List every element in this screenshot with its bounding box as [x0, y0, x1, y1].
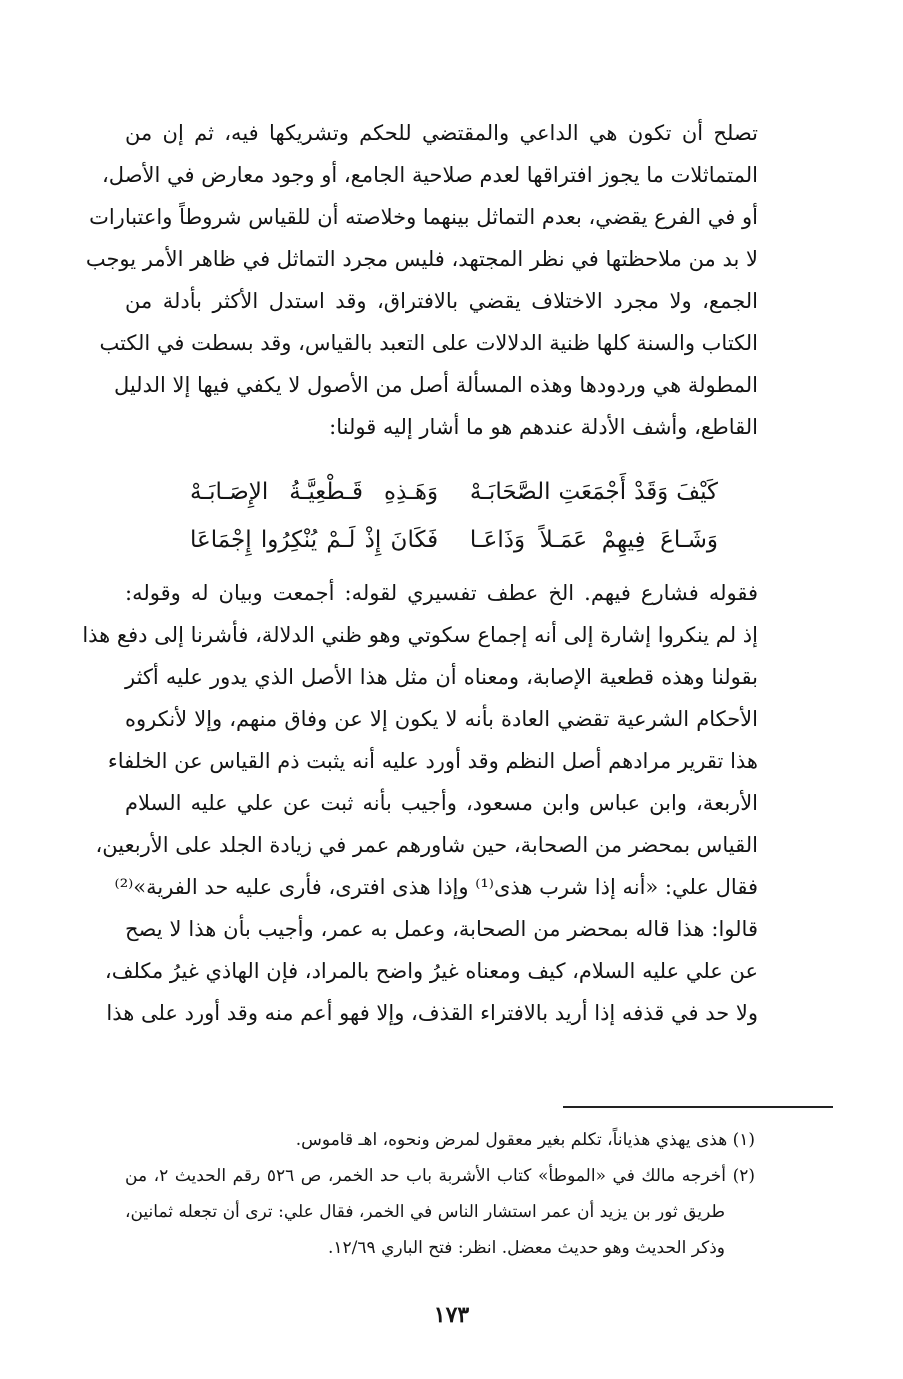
text-line: فقال علي: «أنه إذا شرب هذى⁽¹⁾ وإذا هذى افترى، فأرى عليه حد الفرية»⁽²⁾ — [114, 875, 758, 899]
paragraph-1 — [85, 112, 758, 448]
page-number: ١٧٣ — [433, 1302, 470, 1328]
footnote-2-line: طريق ثور بن يزيد أن عمر استشار الناس في الخمر، فقال علي: ترى أن تجعله ثمانين، — [125, 1202, 725, 1222]
poem-verses — [190, 468, 718, 564]
text-line: تصلح أن تكون هي الداعي والمقتضي للحكم وتشريكها فيه، ثم إن من — [125, 121, 758, 145]
text-line: المتماثلات ما يجوز افتراقها لعدم صلاحية الجامع، أو وجود معارض في الأصل، — [102, 163, 758, 187]
footnote-separator — [563, 1106, 833, 1108]
verse-first-hemistich: وَشَـاعَ فِيهِمْ عَمَـلاً وَذَاعَـا — [469, 527, 718, 553]
paragraph-2 — [82, 572, 758, 1034]
text-line: الكتاب والسنة كلها ظنية الدلالات على التعبد بالقياس، وقد بسطت في الكتب — [99, 331, 758, 355]
text-line: لا بد من ملاحظتها في نظر المجتهد، فليس مجرد التماثل في ظاهر الأمر يوجب — [85, 247, 758, 271]
text-line: القياس بمحضر من الصحابة، حين شاورهم عمر في زيادة الجلد على الأربعين، — [95, 833, 758, 857]
text-line: الجمع، ولا مجرد الاختلاف يقضي بالافتراق، وقد استدل الأكثر بأدلة من — [125, 289, 758, 313]
text-line: الأحكام الشرعية تقضي العادة بأنه لا يكون إلا عن وفاق منهم، وإلا لأنكروه — [125, 707, 758, 731]
text-line: فقوله فشارع فيهم. الخ عطف تفسيري لقوله: أجمعت وبيان له وقوله: — [125, 581, 758, 605]
text-line: أو في الفرع يقضي، بعدم التماثل بينهما وخلاصته أن للقياس شروطاً واعتبارات — [89, 205, 758, 229]
verse-line — [190, 516, 718, 564]
text-line: الأربعة، وابن عباس وابن مسعود، وأجيب بأنه ثبت عن علي عليه السلام — [125, 791, 758, 815]
footnotes — [125, 1122, 755, 1266]
text-line: هذا تقرير مرادهم أصل النظم وقد أورد عليه أنه يثبت ذم القياس عن الخلفاء — [107, 749, 758, 773]
text-line: عن علي عليه السلام، كيف ومعناه غيرُ واضح بالمراد، فإن الهاذي غيرُ مكلف، — [104, 959, 758, 983]
text-line: المطولة هي وردودها وهذه المسألة أصل من الأصول لا يكفي فيها إلا الدليل — [113, 373, 758, 397]
verse-line — [190, 468, 718, 516]
verse-first-hemistich: كَيْفَ وَقَدْ أَجْمَعَتِ الصَّحَابَـهْ — [469, 479, 718, 505]
text-line: قالوا: هذا قاله بمحضر من الصحابة، وعمل به عمر، وأجيب بأن هذا لا يصح — [125, 917, 758, 941]
text-line: ولا حد في قذفه إذا أريد بالافتراء القذف، وإلا فهو أعم منه وقد أورد على هذا — [106, 1001, 758, 1025]
text-line: بقولنا وهذه قطعية الإصابة، ومعناه أن مثل هذا الأصل الذي يدور عليه أكثر — [125, 665, 758, 689]
text-line: إذ لم ينكروا إشارة إلى أنه إجماع سكوتي وهو ظني الدلالة، فأشرنا إلى دفع هذا — [82, 623, 758, 647]
verse-second-hemistich: فَكَانَ إِذْ لَـمْ يُنْكِرُوا إِجْمَاعَا — [190, 527, 439, 553]
verse-second-hemistich: وَهَـذِهِ قَـطْعِيَّـةُ الإِصَـابَـهْ — [190, 479, 439, 505]
footnote-1: (١) هذى يهذي هذياناً، تكلم بغير معقول لمرض ونحوه، اهـ قاموس. — [295, 1130, 755, 1150]
footnote-2-line: وذكر الحديث وهو حديث معضل. انظر: فتح الباري ١٢/٦٩. — [328, 1238, 725, 1258]
text-line: القاطع، وأشف الأدلة عندهم هو ما أشار إليه قولنا: — [329, 415, 758, 439]
footnote-2-line: (٢) أخرجه مالك في «الموطأ» كتاب الأشربة باب حد الخمر، ص ٥٢٦ رقم الحديث ٢، من — [125, 1166, 755, 1186]
